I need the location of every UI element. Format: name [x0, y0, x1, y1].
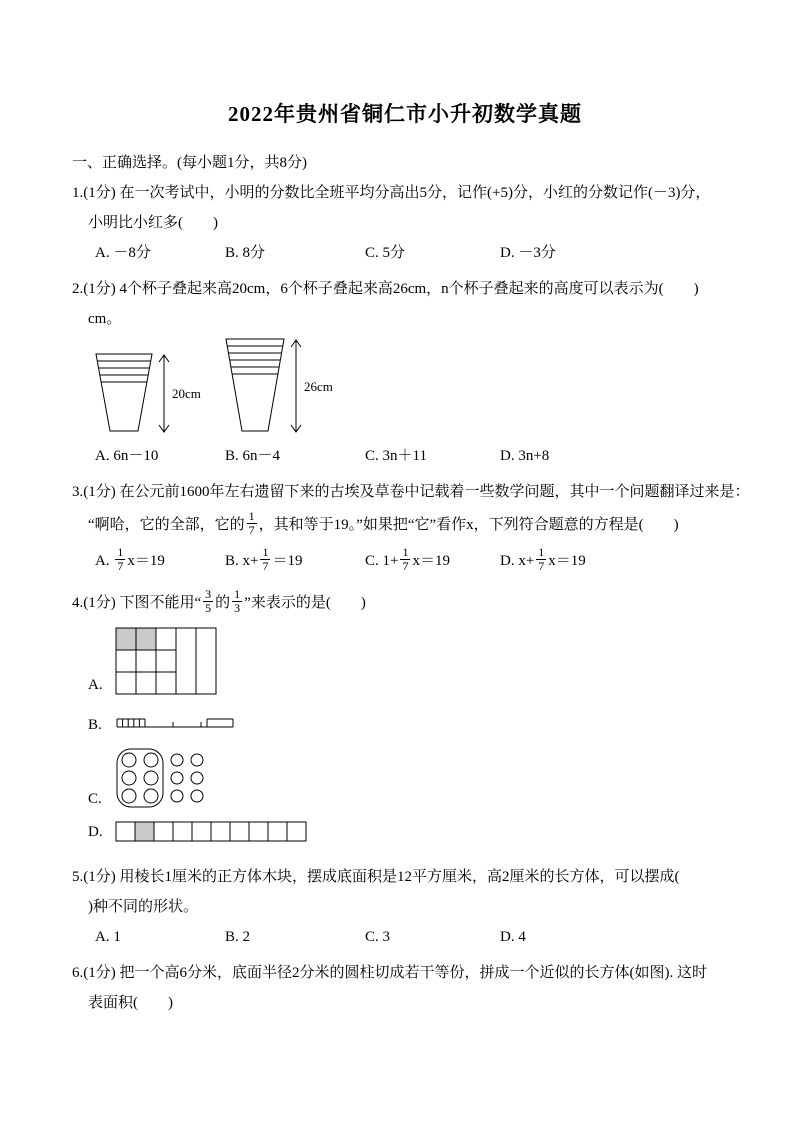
section-header: 一、正确选择。(每小题1分，共8分)	[72, 155, 307, 171]
shaded-cell	[116, 628, 136, 650]
q4-circles-figure	[115, 747, 211, 809]
cup-height-label-right: 26cm	[304, 379, 333, 394]
q4-line-figure	[115, 711, 235, 735]
question-6	[72, 958, 738, 1018]
q4-label-c: C.	[88, 791, 102, 807]
q5-option-c: C. 3	[365, 929, 391, 945]
question-2	[72, 274, 738, 471]
cups-figure-right	[220, 336, 338, 437]
q1-option-c: C. 5分	[365, 245, 406, 261]
q3-options	[72, 543, 738, 579]
q5-option-b: B. 2	[225, 929, 251, 945]
q1-option-a: A. －8分	[95, 245, 151, 261]
fraction: $\frac{1}{3}$	[234, 587, 241, 616]
q2-line-2: cm。	[88, 311, 122, 327]
q3-line2-post: ，其和等于19。”如果把“它”看作x，下列符合题意的方程是( )	[258, 517, 679, 533]
q2-option-d: D. 3n+8	[500, 448, 550, 464]
question-4	[72, 585, 738, 842]
q1-options	[72, 238, 738, 268]
q5-line-1: 5.(1分) 用棱长1厘米的正方体木块，摆成底面积是12平方厘米，高2厘米的长方体，可以摆成(	[72, 869, 680, 885]
question-5	[72, 862, 738, 952]
stadium-outline	[117, 749, 163, 807]
page-title: 2022年贵州省铜仁市小升初数学真题	[228, 102, 582, 126]
fraction: $\frac{1}{7}$	[262, 545, 269, 574]
q4-pre: 4.(1分) 下图不能用“	[72, 595, 202, 611]
q5-line-2: )种不同的形状。	[88, 899, 198, 915]
q2-option-a: A. 6n－10	[95, 448, 159, 464]
q4-strip-figure	[115, 821, 307, 842]
q4-figure-a-row	[72, 627, 738, 695]
fraction: $\frac{3}{5}$	[205, 587, 212, 616]
q3-option-c: C. 1+ $\frac{1}{7}$ x＝19	[365, 545, 450, 574]
q6-line-2: 表面积( )	[88, 995, 173, 1011]
q4-grid-figure	[115, 627, 217, 695]
cup-height-label-left: 20cm	[172, 386, 201, 401]
q3-line-2	[72, 507, 738, 543]
fraction: $\frac{1}{7}$	[538, 545, 545, 574]
shaded-cell	[136, 628, 156, 650]
cup-outline-left	[96, 354, 152, 431]
q2-option-c: C. 3n＋11	[365, 448, 427, 464]
q4-figure-c-row	[72, 747, 738, 809]
question-1	[72, 178, 738, 268]
q5-option-a: A. 1	[95, 929, 121, 945]
q4-line	[72, 585, 738, 621]
fraction: $\frac{1}{7}$	[402, 545, 409, 574]
q4-label-a: A.	[88, 677, 103, 693]
q1-option-b: B. 8分	[225, 245, 266, 261]
question-3	[72, 477, 750, 579]
q3-line-1: 3.(1分) 在公元前1600年左右遗留下来的古埃及草卷中记载着一些数学问题，其中一个问题翻译过来是：	[72, 484, 750, 500]
q4-post: ”来表示的是( )	[244, 595, 366, 611]
q5-options	[72, 922, 738, 952]
q1-option-d: D. －3分	[500, 245, 556, 261]
q2-figure	[90, 336, 738, 437]
q1-line-1: 1.(1分) 在一次考试中，小明的分数比全班平均分高出5分，记作(+5)分，小红的分数记作(－3)分，	[72, 185, 711, 201]
q2-line-1: 2.(1分) 4个杯子叠起来高20cm，6个杯子叠起来高26cm，n个杯子叠起来的高度可以表示为( )	[72, 281, 699, 297]
q4-figure-b-row	[72, 711, 738, 735]
q5-option-d: D. 4	[500, 929, 526, 945]
q1-line-2: 小明比小红多( )	[88, 215, 218, 231]
shaded-cell	[135, 822, 154, 841]
q2-options	[72, 441, 738, 471]
q3-option-b: B. x+ $\frac{1}{7}$ ＝19	[225, 545, 303, 574]
q4-figure-d-row	[72, 821, 738, 842]
q2-option-b: B. 6n－4	[225, 448, 281, 464]
q3-line2-pre: “啊哈，它的全部，它的	[88, 517, 245, 533]
q3-option-d: D. x+ $\frac{1}{7}$ x＝19	[500, 545, 586, 574]
fraction: $\frac{1}{7}$	[117, 545, 124, 574]
q4-mid: 的	[215, 595, 231, 611]
q6-line-1: 6.(1分) 把一个高6分米，底面半径2分米的圆柱切成若干等份，拼成一个近似的长方体(如图). 这时	[72, 965, 707, 981]
q4-label-b: B.	[88, 717, 102, 733]
q3-option-a: A. $\frac{1}{7}$ x＝19	[95, 545, 165, 574]
q4-label-d: D.	[88, 824, 103, 840]
fraction: $\frac{1}{7}$	[248, 509, 255, 538]
cups-figure-left	[90, 351, 208, 437]
